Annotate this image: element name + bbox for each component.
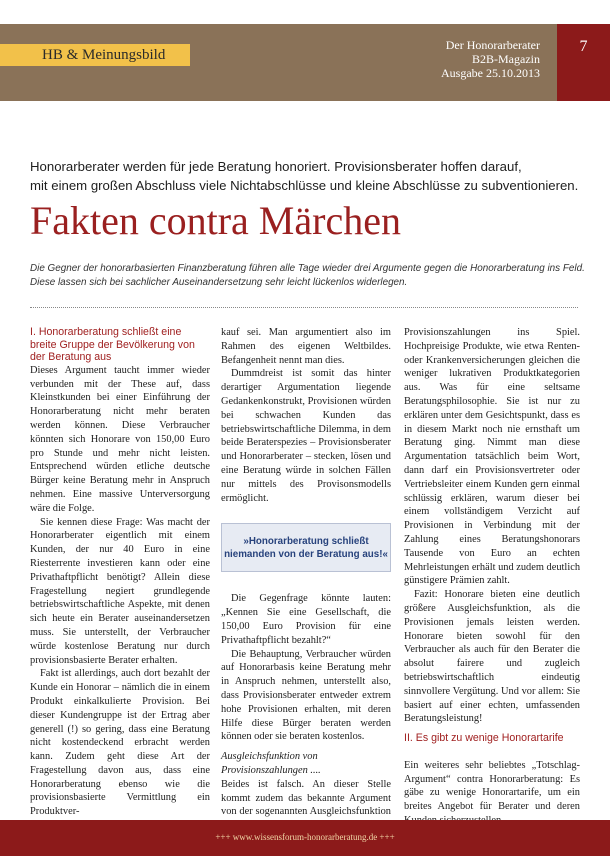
intro-line-2: mit einem großen Abschluss viele Nichtabschlüsse und kleine Abschlüsse zu subventionieren. bbox=[30, 178, 579, 193]
paragraph: Sie kennen diese Frage: Was macht der Honorarberater eigentlich mit einem Kunden, der nur 40 Euro in eine Riesterrente investieren kann oder eine Privathaftpflicht benötigt? Allein diese Fragestellung negiert grundlegende betriebswirtschaftliche Aspekte, mit denen sich heute ein Berater auseinandersetzen muss. Sie unterstellt, der Verbraucher würde kostenlose Beratung nur durch provisionsbasierte Berater erhalten. bbox=[30, 516, 210, 666]
column-1 bbox=[30, 326, 210, 819]
footer-url: +++ www.wissensforum-honorarberatung.de +++ bbox=[0, 820, 610, 856]
pull-quote-line-1: »Honorarberatung schließt bbox=[243, 535, 369, 547]
page-number: 7 bbox=[557, 24, 610, 101]
paragraph: Provisionszahlungen ins Spiel. Hochpreisige Produkte, wie etwa Renten- oder Krankenversicherungen gleichen die weniger lukrativen Produktkategorien aus. Was für eine seltsame Beratungsphilosophie. Sie ist nur zu erklären unter dem Gesichtspunkt, dass es in diesem Markt noch nie ernsthaft um Beratung ging. Nimmt man diese Argumentation tatsächlich beim Wort, dann darf ein Provisionsvertreter oder Vertriebsleiter einem Kunden gern einmal schlüssig erklären, warum dieser bei einem vollständigem Verzicht auf Provisionen in Verbindung mit der Zahlung eines Beratungshonorars Tausende von Euro an echten Mehrleistungen erhält und zudem deutlich günstigere Prämien zahlt. bbox=[404, 327, 581, 587]
lead-line-1: Die Gegner der honorarbasierten Finanzberatung führen alle Tage wieder drei Argumente gegen die Honorarberatung ins Feld. bbox=[30, 263, 585, 274]
lead-line-2: Diese lassen sich bei sachlicher Auseinandersetzung sehr leicht lückenlos widerlegen. bbox=[30, 277, 408, 288]
paragraph: Fakt ist allerdings, auch dort bezahlt der Kunde ein Honorar – nämlich die in einem Produkt einkalkulierte Provision. Bei dieser Kundengruppe ist der Ertrag aber generell (!) so gering, dass eine Beratung nicht kostendeckend erbracht werden kann. Zudem geht diese Art der Fragestellung davon aus, dass eine Honorarberatung ebenso wie die provisionsbasierte Vermittlung ein Produktver- bbox=[30, 668, 210, 818]
italic-subheading-line-1: Ausgleichsfunktion von bbox=[221, 751, 318, 763]
subheading-1: I. Honorarberatung schließt eine breite Gruppe der Bevölkerung von der Beratung aus bbox=[30, 326, 195, 364]
column-2 bbox=[221, 326, 391, 833]
magazine-subtitle: B2B-Magazin bbox=[472, 52, 540, 66]
magazine-title: Der Honorarberater bbox=[445, 38, 540, 52]
issue-date: Ausgabe 25.10.2013 bbox=[441, 66, 540, 80]
intro-line-1: Honorarberater werden für jede Beratung honoriert. Provisionsberater hoffen darauf, bbox=[30, 159, 522, 174]
intro-text bbox=[30, 157, 590, 195]
paragraph: Die Behauptung, Verbraucher würden auf Honorarbasis keine Beratung mehr in Anspruch nehmen, unterstellt also, dass Provisionsberater entweder extrem hohe Provisionen erhalten, mit deren Hilfe diese Bürger beraten werden können oder sie beraten kostenlos. bbox=[221, 648, 391, 743]
italic-subheading bbox=[221, 750, 391, 778]
pull-quote-line-2: niemanden von der Beratung aus!« bbox=[224, 548, 388, 560]
paragraph: Beides ist falsch. An dieser Stelle kommt zudem das bekannte Argument von der sogenannten Ausgleichsfunktion bbox=[221, 778, 391, 818]
subheading-2: II. Es gibt zu wenige Honorartarife bbox=[404, 732, 564, 745]
paragraph: Ein weiteres sehr beliebtes „Totschlag-Argument“ contra Honorarberatung: Es gäbe zu wenige Honorartarife, um ein breites Angebot für Berater und deren bbox=[404, 759, 580, 813]
dotted-divider bbox=[30, 307, 578, 308]
paragraph: Dummdreist ist somit das hinter derartiger Argumentation liegende Gedankenkonstrukt, Provisionen würden bei schwachen Kunden das betriebswirtschaftliche Dilemma, in dem beide Beraterspezies – Provisionsberater und Honorarberater – stecken, lösen und eine Beratung würde in solchen Fällen nur mittels des Provisonsmodells ermöglicht. bbox=[221, 368, 391, 504]
italic-subheading-line-2: Provisionszahlungen .... bbox=[221, 764, 321, 776]
column-3 bbox=[404, 326, 580, 828]
paragraph: Die Gegenfrage könnte lauten: „Kennen Sie eine Gesellschaft, die 150,00 Euro Provision für eine Privathaftpflicht bezahlt?“ bbox=[221, 593, 391, 646]
paragraph: Dieses Argument taucht immer wieder verbunden mit der These auf, dass Kleinstkunden bei einer Einführung der Honorarberatung nicht mehr beraten werden können. Diese Verbraucher könnten sich Honorare von 150,00 Euro pro Stunde und mehr nicht leisten. Entsprechend würden etliche deutsche Bürger keine Beratung mehr in Anspruch nehmen. Eine massive Unterversorgung wäre die Folge. bbox=[30, 364, 210, 514]
paragraph: kauf sei. Man argumentiert also im Rahmen des eigenen Weltbildes. Befangenheit nennt man dies. bbox=[221, 327, 391, 366]
header-band bbox=[0, 24, 610, 101]
article-headline: Fakten contra Märchen bbox=[30, 198, 401, 243]
section-label: HB & Meinungsbild bbox=[0, 44, 190, 66]
pull-quote bbox=[221, 523, 391, 572]
magazine-info bbox=[441, 38, 540, 80]
paragraph: Fazit: Honorare bieten eine deutlich größere Ausgleichsfunktion, als die Provisionen jemals leisten werden. Honorare bieten sowohl für den Verbraucher als auch für den Berater die absolut fairere und zugleich betriebswirtschaftlich eindeutig sinnvollere Vergütung. Und vor allem: Sie basiert auf einer echten, umfassenden Beratungsleistung! bbox=[404, 589, 580, 725]
article-lead bbox=[30, 262, 590, 290]
